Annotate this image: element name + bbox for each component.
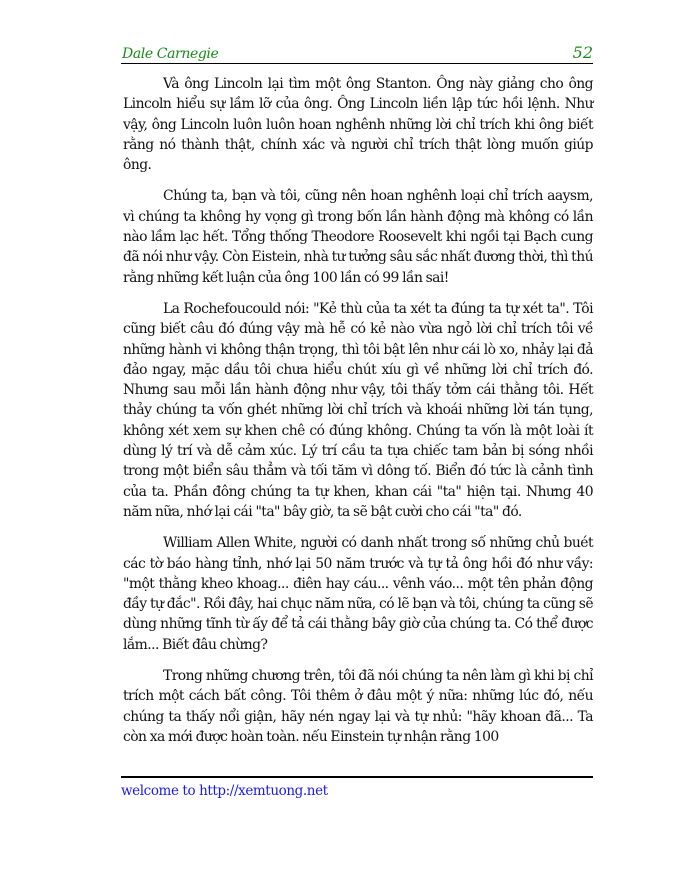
- paragraph: William Allen White, người có danh nhất trong số những chủ buét các tờ báo hàng tỉnh, nhớ lại 50 năm trước và tự tả ông hồi đó như vầy: "một thằng kheo khoag... điên hay cáu... vênh váo... một tên phản động đầy tự đắc". Rồi đây, hai chục năm nữa, có lẽ bạn và tôi, chúng ta cũng sẽ dùng những tĩnh từ ấy để tả cái thằng bây giờ của chúng ta. Có thể được lắm... Biết đâu chừng?: [123, 535, 593, 653]
- page-number: 52: [572, 43, 593, 62]
- page-footer: [121, 776, 593, 800]
- body-text: [123, 74, 593, 747]
- paragraph: Trong những chương trên, tôi đã nói chúng ta nên làm gì khi bị chỉ trích một cách bất công. Tôi thêm ở đâu một ý nữa: những lúc đó, nếu chúng ta thấy nổi giận, hãy nén ngay lại và tự nhủ: "hãy khoan đã... Ta còn xa mới được hoàn toàn. nếu Einstein tự nhận rằng 100: [123, 668, 593, 745]
- page-header: [121, 44, 593, 64]
- paragraph: La Rochefoucould nói: "Kẻ thù của ta xét ta đúng ta tự xét ta". Tôi cũng biết câu đó đúng vậy mà hễ có kẻ nào vừa ngỏ lời chỉ trích tôi về những hành vi không thận trọng, thì tôi bật lên như cái lò xo, nhảy lại đả đảo ngay, mặc dầu tôi chưa hiểu chút xíu gì về những lời chỉ trích đó. Nhưng sau mỗi lần hành động như vậy, tôi thấy tởm cái thằng tôi. Hết thảy chúng ta vốn ghét những lời chỉ trích và khoái những lời tán tụng, không xét xem sự khen chê có đúng không. Chúng ta vốn là một loài ít dùng lý trí và dễ cảm xúc. Lý trí cầu ta tựa chiếc tam bản bị sóng nhồi trong một biển sâu thẳm và tối tăm vì dông tố. Biển đó tức là cảnh tình của ta. Phần đông chúng ta tự khen, khan cái "ta" hiện tại. Nhưng 40 năm nữa, nhớ lại cái "ta" bây giờ, ta sẽ bật cười cho cái "ta" đó.: [123, 300, 593, 520]
- footer-link[interactable]: welcome to http://xemtuong.net: [121, 783, 328, 799]
- header-author: Dale Carnegie: [122, 46, 219, 62]
- paragraph: Và ông Lincoln lại tìm một ông Stanton. Ông này giảng cho ông Lincoln hiểu sự lầm lỡ của ông. Ông Lincoln liền lập tức hồi lệnh. Như vậy, ông Lincoln luôn luôn hoan nghênh những lời chỉ trích khi ông biết rằng nó thành thật, chính xác và người chỉ trích thật lòng muốn giúp ông.: [123, 76, 593, 174]
- paragraph: Chúng ta, bạn và tôi, cũng nên hoan nghênh loại chỉ trích aaysm, vì chúng ta không hy vọng gì trong bốn lần hành động mà không có lần nào lầm lạc hết. Tổng thống Theodore Roosevelt khi ngồi tại Bạch cung đã nói như vậy. Còn Eistein, nhà tư tưởng sâu sắc nhất đương thời, thì thú rằng những kết luận của ông 100 lần có 99 lần sai!: [123, 188, 593, 286]
